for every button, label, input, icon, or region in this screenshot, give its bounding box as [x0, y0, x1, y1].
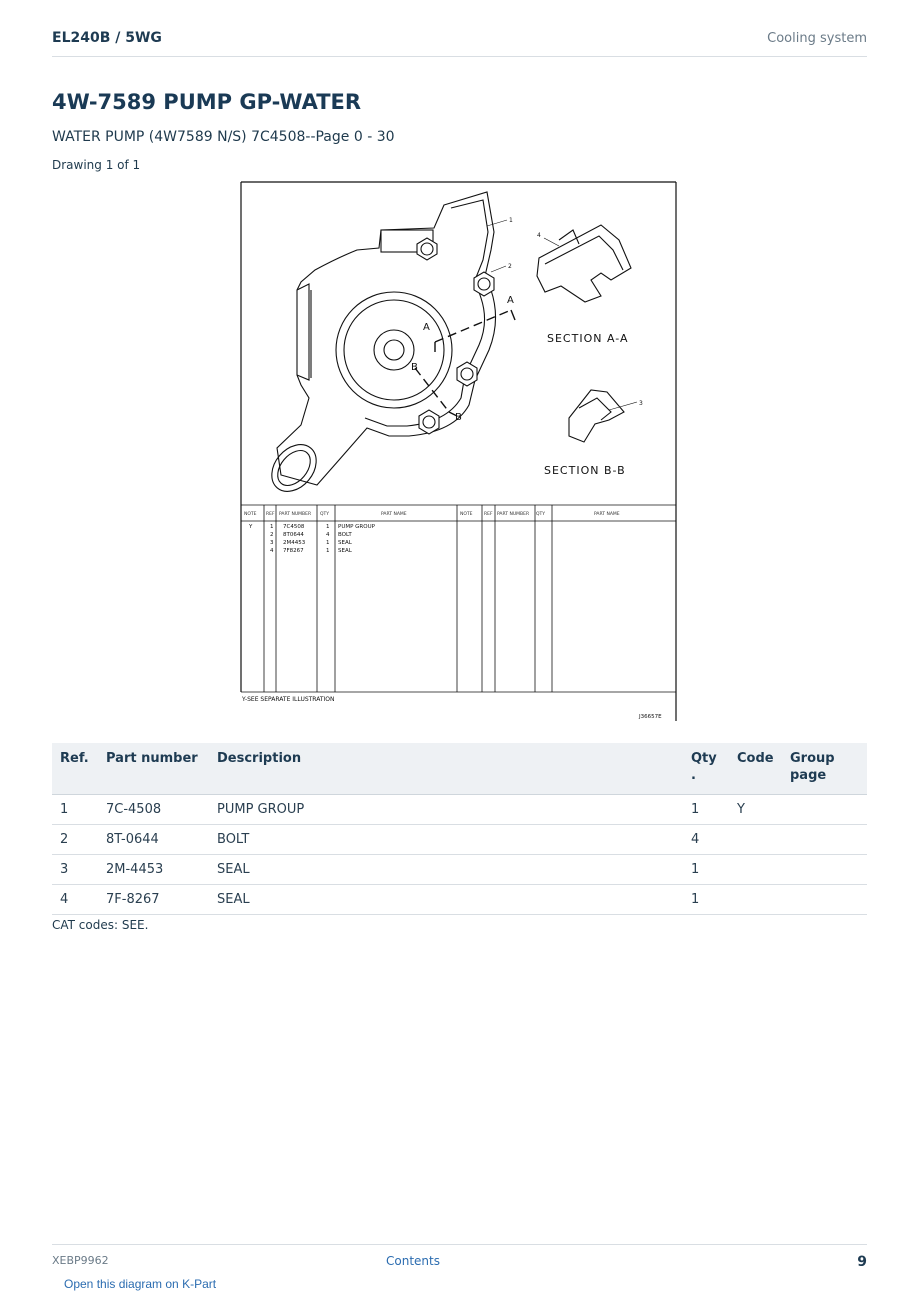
cell-ref: 2: [52, 825, 98, 855]
dl-hdr-part-number-2: PART NUMBER: [497, 512, 530, 517]
pump-illustration: [263, 192, 496, 500]
page-subtitle: WATER PUMP (4W7589 N/S) 7C4508--Page 0 - 30: [52, 129, 395, 145]
cell-code: [729, 855, 782, 885]
callout-numbers: [508, 217, 643, 407]
dl-row-name: PUMP GROUP: [338, 524, 375, 530]
drawing-parts-list: [241, 505, 676, 692]
svg-text:B: B: [455, 412, 462, 423]
svg-text:1: 1: [509, 217, 513, 224]
table-row: [52, 885, 867, 915]
col-description: Description: [209, 743, 683, 795]
callout-leaders: [487, 220, 637, 410]
cell-group-page: [782, 825, 867, 855]
dl-row-name: BOLT: [338, 532, 352, 538]
drawing-frame: [241, 182, 676, 721]
dl-hdr-ref: REF: [266, 512, 275, 517]
parts-table: [52, 743, 867, 915]
parts-drawing: [239, 180, 679, 723]
table-row: [52, 855, 867, 885]
dl-hdr-part-name-2: PART NAME: [594, 512, 620, 517]
cell-description: BOLT: [209, 825, 683, 855]
page-footer: [52, 1244, 867, 1295]
dl-row-note: Y: [249, 524, 253, 530]
dl-hdr-note-2: NOTE: [460, 512, 473, 517]
cell-description: SEAL: [209, 885, 683, 915]
dl-hdr-ref-2: REF: [484, 512, 493, 517]
cell-part-number: 7C-4508: [98, 795, 209, 825]
contents-link[interactable]: Contents: [386, 1254, 440, 1268]
cell-qty: 1: [683, 855, 729, 885]
svg-text:A: A: [423, 322, 430, 333]
cat-codes-note: CAT codes: SEE.: [52, 918, 149, 932]
section-b-detail: [569, 390, 624, 442]
cell-code: [729, 825, 782, 855]
cell-description: SEAL: [209, 855, 683, 885]
page-number: 9: [857, 1254, 867, 1270]
cell-group-page: [782, 855, 867, 885]
drawing-footnote: Y-SEE SEPARATE ILLUSTRATION: [242, 696, 335, 703]
cell-qty: 1: [683, 885, 729, 915]
dl-row-part: 8T0644: [283, 532, 304, 538]
page-title: 4W-7589 PUMP GP-WATER: [52, 90, 362, 114]
section-name: Cooling system: [767, 31, 867, 46]
cell-qty: 4: [683, 825, 729, 855]
section-a-detail: [537, 225, 631, 302]
cell-description: PUMP GROUP: [209, 795, 683, 825]
cell-group-page: [782, 795, 867, 825]
cell-ref: 3: [52, 855, 98, 885]
dl-hdr-part-name: PART NAME: [381, 512, 407, 517]
drawing-parts-list-rows: [248, 524, 376, 554]
cell-code: [729, 885, 782, 915]
col-code: Code: [729, 743, 782, 795]
cell-part-number: 7F-8267: [98, 885, 209, 915]
page-header: [52, 28, 867, 57]
dl-row-name: SEAL: [338, 548, 352, 554]
illustration-id: J36657E: [639, 714, 662, 720]
dl-row-qty: 4: [326, 532, 330, 538]
drawing-parts-list-headers: [244, 511, 620, 517]
table-row: [52, 825, 867, 855]
svg-text:A: A: [507, 295, 514, 306]
dl-row-part: 7C4508: [283, 524, 305, 530]
cell-qty: 1: [683, 795, 729, 825]
dl-row-name: SEAL: [338, 540, 352, 546]
dl-row-part: 7F8267: [283, 548, 304, 554]
dl-row-ref: 1: [270, 524, 274, 530]
svg-text:3: 3: [639, 400, 643, 407]
dl-row-qty: 1: [326, 548, 330, 554]
cell-code: Y: [729, 795, 782, 825]
dl-row-part: 2M4453: [283, 540, 306, 546]
section-a-label: SECTION A-A: [547, 332, 629, 345]
parts-table-header-row: [52, 743, 867, 795]
cell-part-number: 8T-0644: [98, 825, 209, 855]
cell-group-page: [782, 885, 867, 915]
cell-ref: 4: [52, 885, 98, 915]
dl-hdr-note: NOTE: [244, 512, 257, 517]
dl-hdr-qty: QTY: [320, 512, 330, 517]
dl-hdr-qty-2: QTY: [536, 512, 546, 517]
col-ref: Ref.: [52, 743, 98, 795]
dl-row-qty: 1: [326, 524, 330, 530]
dl-row-ref: 3: [270, 540, 274, 546]
svg-text:2: 2: [508, 263, 512, 270]
dl-row-ref: 4: [270, 548, 274, 554]
col-qty: Qty .: [683, 743, 729, 795]
cell-ref: 1: [52, 795, 98, 825]
col-part-number: Part number: [98, 743, 209, 795]
table-row: [52, 795, 867, 825]
svg-text:B: B: [411, 362, 418, 373]
model-breadcrumb: EL240B / 5WG: [52, 30, 162, 46]
open-k-part-link[interactable]: Open this diagram on K-Part: [64, 1277, 217, 1291]
dl-row-qty: 1: [326, 540, 330, 546]
document-id: XEBP9962: [52, 1254, 109, 1267]
section-b-label: SECTION B-B: [544, 464, 626, 477]
section-callout-letters: [411, 295, 514, 423]
col-group-page: Group page: [782, 743, 867, 795]
cell-part-number: 2M-4453: [98, 855, 209, 885]
dl-row-ref: 2: [270, 532, 274, 538]
svg-text:4: 4: [537, 232, 541, 239]
dl-hdr-part-number: PART NUMBER: [279, 512, 312, 517]
drawing-count: Drawing 1 of 1: [52, 158, 141, 172]
